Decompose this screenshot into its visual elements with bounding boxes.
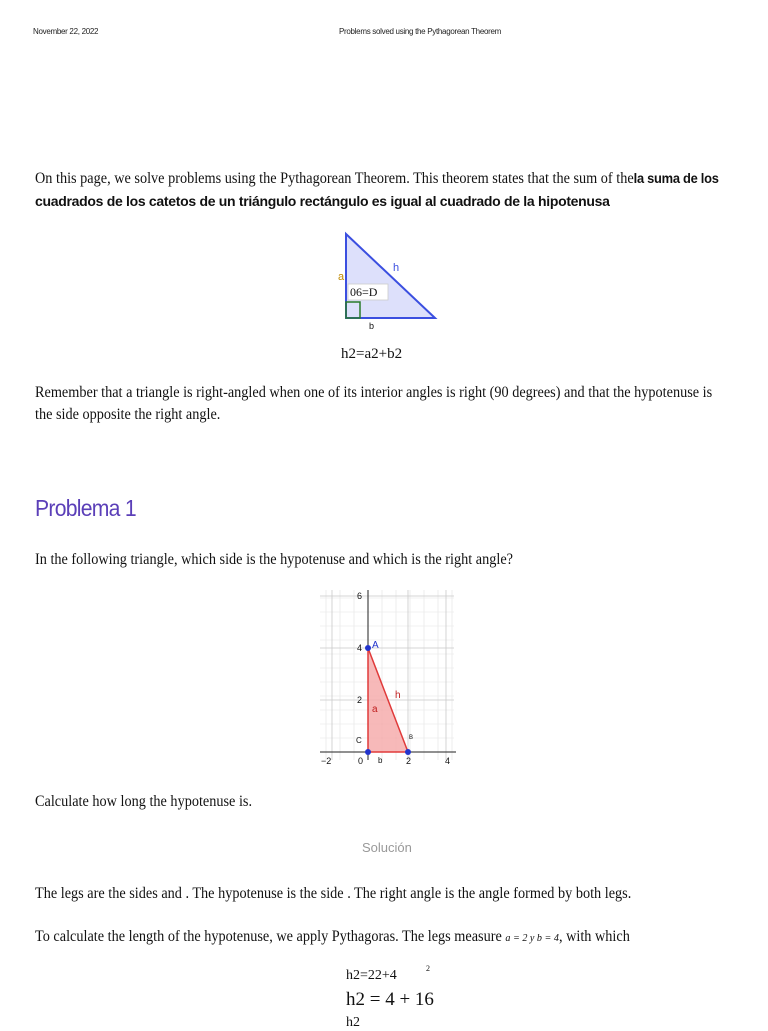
graph-point-b-label: B	[409, 735, 414, 741]
figure1-angle-label: 06=D	[350, 285, 378, 299]
equation-3: h2	[346, 1015, 360, 1030]
equation-2: h2 = 4 + 16	[346, 989, 434, 1010]
intro-text: On this page, we solve problems using the Pythagorean Theorem. This theorem states that the sum of the	[35, 170, 634, 187]
graph-ytick-6: 6	[357, 591, 363, 601]
figure1-formula: h2=a2+b2	[341, 346, 403, 362]
header-date: November 22, 2022	[33, 27, 99, 36]
figure1-label-b: b	[369, 321, 375, 331]
graph-xtick-0: 0	[358, 756, 364, 766]
intro-bold-text: la suma de los	[633, 170, 719, 186]
header-title: Problems solved using the Pythagorean Theorem	[339, 27, 502, 36]
solution-line-2-end: , with which	[558, 928, 630, 945]
graph-xtick-2: 2	[406, 756, 412, 766]
right-triangle-figure	[330, 228, 450, 333]
solution-line-1: The legs are the sides and . The hypotenuse is the side . The right angle is the angle formed by both legs.	[35, 885, 632, 902]
graph-ytick-4: 4	[357, 643, 363, 653]
intro-line-1	[35, 167, 719, 190]
remember-line-1: Remember that a triangle is right-angled when one of its interior angles is right (90 degrees) and that the hypotenuse is	[35, 384, 713, 401]
figure1-label-h: h	[393, 262, 400, 274]
graph-side-b-label: b	[378, 756, 383, 765]
graph-side-h-label: h	[395, 690, 401, 701]
figure1-label-a: a	[338, 271, 345, 283]
problem-1-question: In the following triangle, which side is the hypotenuse and which is the right angle?	[35, 551, 513, 568]
solution-line-2	[35, 926, 630, 949]
graph-xtick-4: 4	[445, 756, 451, 766]
equation-1: h2=22+4	[346, 968, 397, 983]
graph-point-a-label: A	[372, 640, 379, 651]
graph-side-a-label: a	[372, 704, 378, 715]
calc-prompt: Calculate how long the hypotenuse is.	[35, 793, 253, 810]
problem-1-heading: Problema 1	[35, 495, 136, 521]
equation-1-superscript: 2	[426, 964, 430, 973]
solution-line-2-text: To calculate the length of the hypotenuse, we apply Pythagoras. The legs measure	[35, 928, 502, 945]
graph-xtick-neg2: −2	[321, 756, 332, 766]
graph-point-c-label: C	[356, 736, 362, 745]
remember-line-2: the side opposite the right angle.	[35, 406, 221, 423]
solution-line-2-math: a = 2 y b = 4	[505, 932, 559, 944]
graph-ytick-2: 2	[357, 695, 363, 705]
intro-line-2: cuadrados de los catetos de un triángulo rectángulo es igual al cuadrado de la hipotenusa	[35, 193, 610, 209]
solution-toggle[interactable]: Solución	[362, 840, 412, 855]
coordinate-graph	[318, 588, 460, 770]
